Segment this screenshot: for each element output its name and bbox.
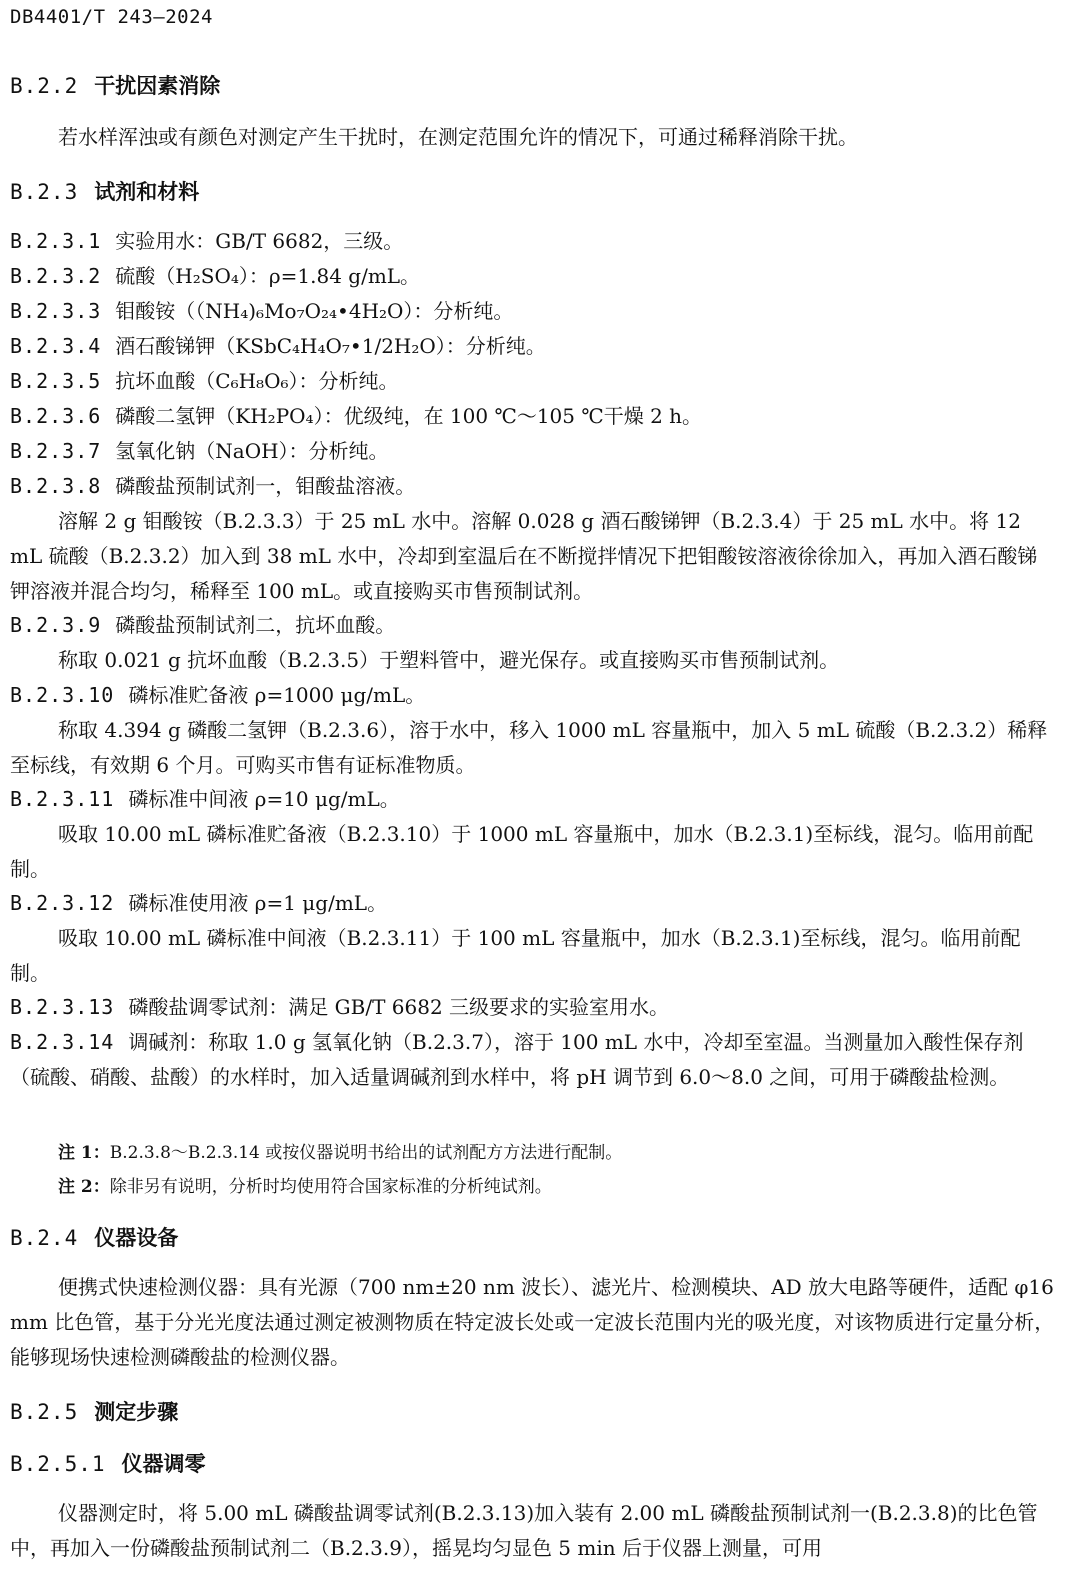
item-number: B.2.3.9 [10, 613, 102, 637]
paragraph-text: 若水样浑浊或有颜色对测定产生干扰时，在测定范围允许的情况下，可通过稀释消除干扰。 [58, 125, 858, 149]
item-number: B.2.3.12 [10, 891, 115, 915]
section-b24-heading [10, 1222, 178, 1252]
paragraph-b2-3-12 [10, 921, 1056, 991]
item-text: 磷酸盐调零试剂：满足 GB/T 6682 三级要求的实验室用水。 [128, 995, 670, 1019]
item-b2-3-9 [10, 608, 1066, 642]
section-title: 测定步骤 [94, 1400, 179, 1424]
paragraph-b2-3-9 [10, 643, 1056, 678]
item-number: B.2.3.6 [10, 404, 102, 428]
item-number: B.2.3.10 [10, 683, 115, 707]
paragraph-b2-3-10 [10, 713, 1056, 783]
note-label: 注 1： [58, 1143, 110, 1163]
section-b25-heading [10, 1396, 178, 1426]
item-number: B.2.3.4 [10, 334, 102, 358]
item-text: 磷标准贮备液 ρ=1000 μg/mL。 [128, 683, 426, 707]
section-number: B.2.5 [10, 1400, 79, 1424]
section-number: B.2.2 [10, 74, 79, 98]
item-number: B.2.3.2 [10, 264, 102, 288]
item-number: B.2.3.8 [10, 474, 102, 498]
section-title: 仪器设备 [94, 1226, 179, 1250]
item-text: 抗坏血酸（C₆H₈O₆）：分析纯。 [115, 369, 399, 393]
item-text: 硫酸（H₂SO₄）：ρ=1.84 g/mL。 [115, 264, 421, 288]
item-text: 磷酸二氢钾（KH₂PO₄）：优级纯，在 100 ℃～105 ℃干燥 2 h。 [115, 404, 703, 428]
item-b2-3-6 [10, 399, 1066, 433]
section-b251-heading [10, 1448, 206, 1478]
item-b2-3-12 [10, 886, 1066, 920]
item-b2-3-2 [10, 259, 1066, 293]
item-b2-3-1 [10, 224, 1066, 258]
note-label: 注 2： [58, 1177, 110, 1197]
document-header: DB4401/T 243—2024 [10, 6, 213, 28]
item-b2-3-14 [10, 1025, 1056, 1095]
paragraph-text: 吸取 10.00 mL 磷标准贮备液（B.2.3.10）于 1000 mL 容量瓶中，加水（B.2.3.1)至标线，混匀。临用前配制。 [10, 822, 1034, 881]
item-number: B.2.3.1 [10, 229, 102, 253]
item-number: B.2.3.13 [10, 995, 115, 1019]
section-title: 仪器调零 [121, 1452, 206, 1476]
section-number: B.2.5.1 [10, 1452, 106, 1476]
section-b22-text [10, 120, 1056, 155]
item-b2-3-4 [10, 329, 1066, 363]
paragraph-b2-3-11 [10, 817, 1056, 887]
paragraph-text: 便携式快速检测仪器：具有光源（700 nm±20 nm 波长）、滤光片、检测模块、AD 放大电路等硬件，适配 φ16 mm 比色管，基于分光光度法通过测定被测物质在特定波长处或一定波长范围内光的吸光度，对该物质进行定量分析，能够现场快速检测磷酸盐的检测仪器。 [10, 1275, 1055, 1369]
section-title: 试剂和材料 [94, 180, 200, 204]
item-b2-3-8 [10, 469, 1066, 503]
section-title: 干扰因素消除 [94, 74, 221, 98]
item-text: 磷标准使用液 ρ=1 μg/mL。 [128, 891, 388, 915]
paragraph-b2-5-1 [10, 1496, 1056, 1566]
note-text: 除非另有说明，分析时均使用符合国家标准的分析纯试剂。 [109, 1177, 552, 1197]
item-text: 磷标准中间液 ρ=10 μg/mL。 [128, 787, 400, 811]
item-number: B.2.3.7 [10, 439, 102, 463]
note-2 [58, 1172, 552, 1197]
paragraph-text: 称取 4.394 g 磷酸二氢钾（B.2.3.6），溶于水中，移入 1000 mL 容量瓶中，加入 5 mL 硫酸（B.2.3.2）稀释至标线，有效期 6 个月。可购买市售有证标准物质。 [10, 718, 1048, 777]
item-b2-3-5 [10, 364, 1066, 398]
section-number: B.2.3 [10, 180, 79, 204]
item-text: 钼酸铵（（NH₄)₆Mo₇O₂₄•4H₂O）：分析纯。 [115, 299, 514, 323]
item-text: 实验用水：GB/T 6682，三级。 [115, 229, 404, 253]
note-1 [58, 1138, 622, 1163]
paragraph-b2-3-8 [10, 504, 1056, 609]
section-b22-heading [10, 70, 220, 100]
item-number: B.2.3.14 [10, 1030, 115, 1054]
item-b2-3-7 [10, 434, 1066, 468]
section-b23-heading [10, 176, 199, 206]
item-number: B.2.3.3 [10, 299, 102, 323]
paragraph-b2-4 [10, 1270, 1056, 1375]
item-text: 调碱剂：称取 1.0 g 氢氧化钠（B.2.3.7），溶于 100 mL 水中，冷却至室温。当测量加入酸性保存剂（硫酸、硝酸、盐酸）的水样时，加入适量调碱剂到水样中，将 pH 调节到 6.0～8.0 之间，可用于磷酸盐检测。 [10, 1030, 1024, 1089]
item-text: 磷酸盐预制试剂一，钼酸盐溶液。 [115, 474, 416, 498]
item-b2-3-3 [10, 294, 1066, 328]
item-number: B.2.3.5 [10, 369, 102, 393]
paragraph-text: 称取 0.021 g 抗坏血酸（B.2.3.5）于塑料管中，避光保存。或直接购买市售预制试剂。 [58, 648, 840, 672]
paragraph-text: 仪器测定时，将 5.00 mL 磷酸盐调零试剂(B.2.3.13)加入装有 2.00 mL 磷酸盐预制试剂一(B.2.3.8)的比色管中，再加入一份磷酸盐预制试剂二（B.2.3.9），摇晃均匀显色 5 min 后于仪器上测量，可用 [10, 1501, 1038, 1560]
item-b2-3-10 [10, 678, 1066, 712]
paragraph-text: 吸取 10.00 mL 磷标准中间液（B.2.3.11）于 100 mL 容量瓶中，加水（B.2.3.1)至标线，混匀。临用前配制。 [10, 926, 1021, 985]
section-number: B.2.4 [10, 1226, 79, 1250]
item-b2-3-11 [10, 782, 1066, 816]
item-b2-3-13 [10, 990, 1066, 1024]
paragraph-text: 溶解 2 g 钼酸铵（B.2.3.3）于 25 mL 水中。溶解 0.028 g 酒石酸锑钾（B.2.3.4）于 25 mL 水中。将 12 mL 硫酸（B.2.3.2）加入到 38 mL 水中，冷却到室温后在不断搅拌情况下把钼酸铵溶液徐徐加入，再加入酒石酸锑钾溶液并混合均匀，稀释至 100 mL。或直接购买市售预制试剂。 [10, 509, 1038, 603]
item-text: 酒石酸锑钾（KSbC₄H₄O₇•1/2H₂O）：分析纯。 [115, 334, 546, 358]
item-number: B.2.3.11 [10, 787, 115, 811]
item-text: 氢氧化钠（NaOH）：分析纯。 [115, 439, 389, 463]
note-text: B.2.3.8～B.2.3.14 或按仪器说明书给出的试剂配方方法进行配制。 [109, 1143, 623, 1163]
item-text: 磷酸盐预制试剂二，抗坏血酸。 [115, 613, 396, 637]
